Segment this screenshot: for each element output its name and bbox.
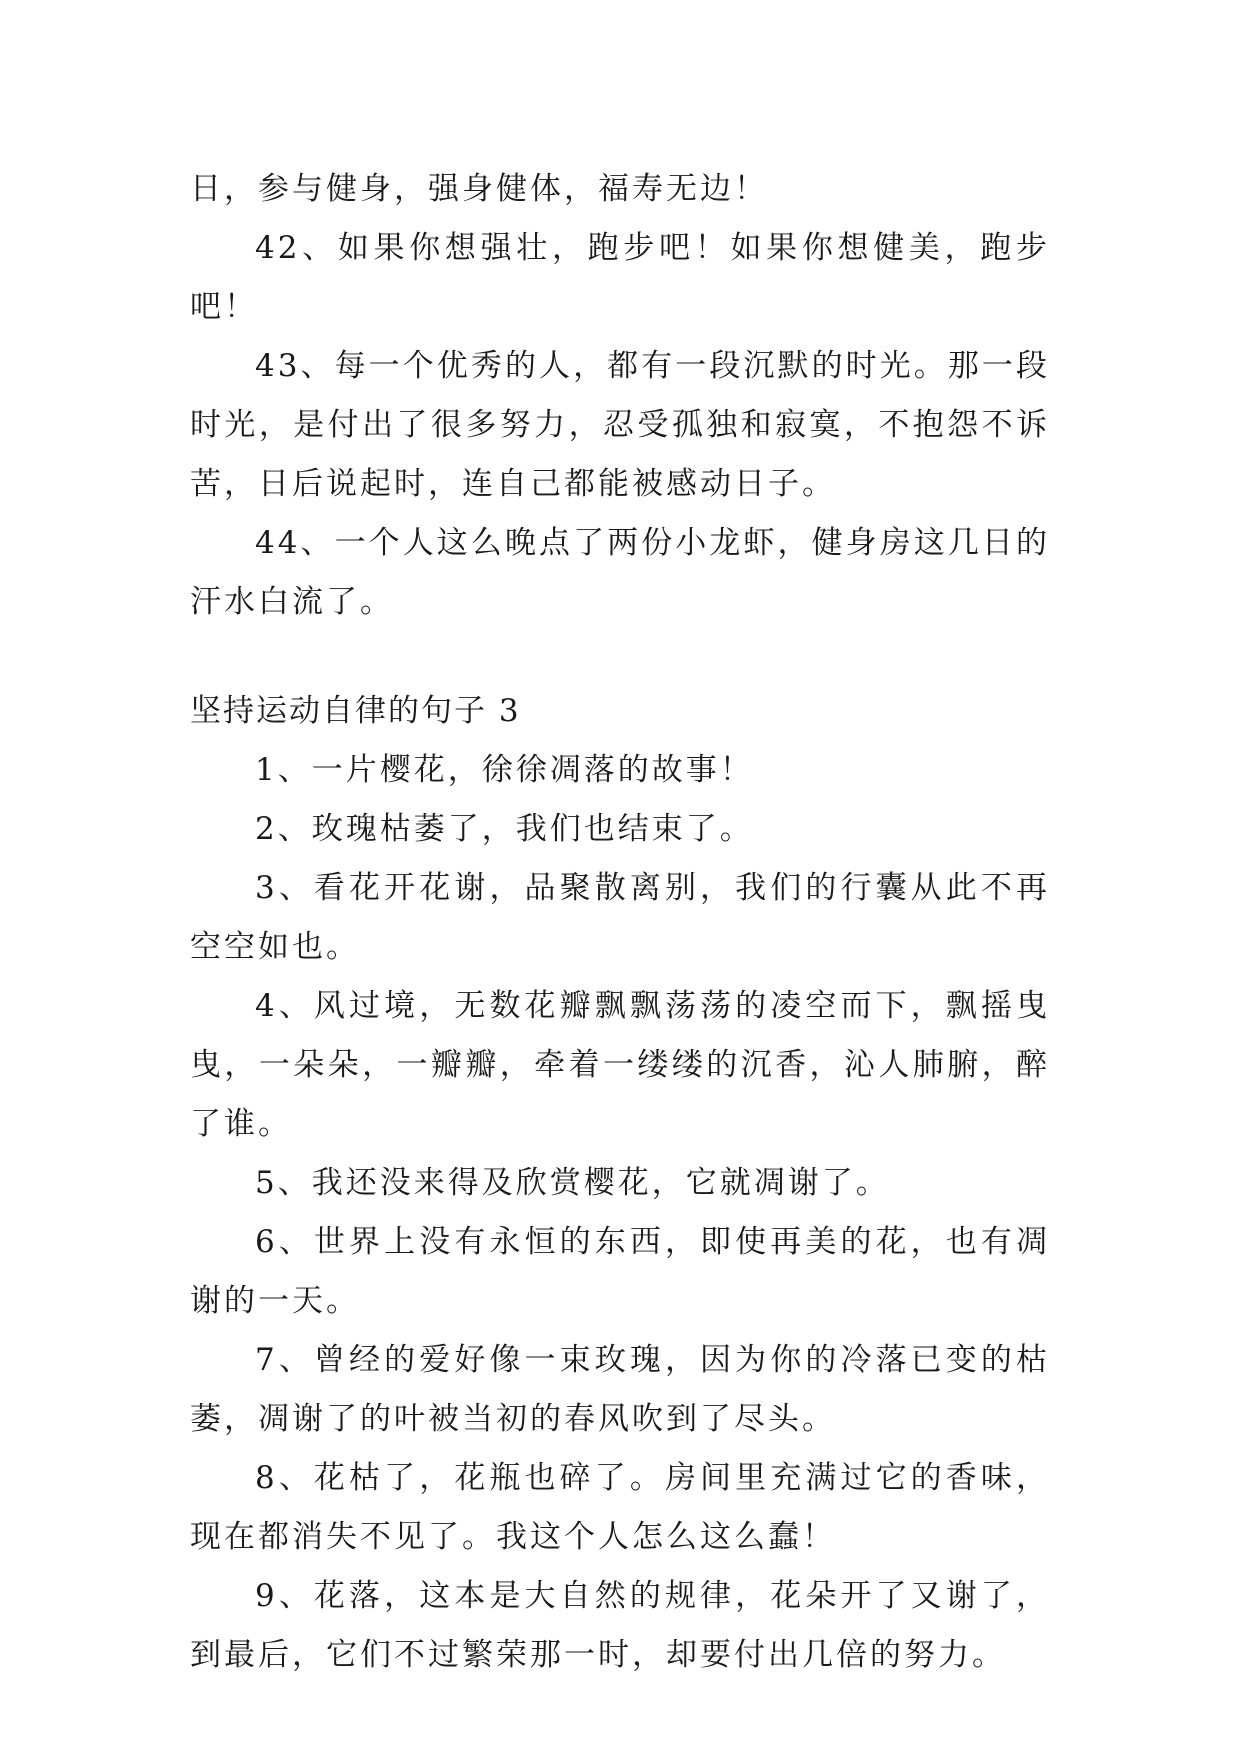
list-item: 7、曾经的爱好像一束玫瑰，因为你的冷落已变的枯萎，凋谢了的叶被当初的春风吹到了尽头。 xyxy=(190,1342,1050,1437)
list-item: 8、花枯了，花瓶也碎了。房间里充满过它的香味，现在都消失不见了。我这个人怎么这么蠢！ xyxy=(190,1460,1050,1555)
list-item: 1、一片樱花，徐徐凋落的故事！ xyxy=(255,752,754,788)
list-item: 6、世界上没有永恒的东西，即使再美的花，也有凋谢的一天。 xyxy=(190,1224,1050,1319)
list-item: 44、一个人这么晚点了两份小龙虾，健身房这几日的汗水白流了。 xyxy=(190,525,1050,620)
continuation-paragraph: 日，参与健身，强身健体，福寿无边！ xyxy=(190,171,768,207)
list-item: 5、我还没来得及欣赏樱花，它就凋谢了。 xyxy=(255,1165,890,1201)
list-item: 43、每一个优秀的人，都有一段沉默的时光。那一段时光，是付出了很多努力，忍受孤独和寂寞，不抱怨不诉苦，日后说起时，连自己都能被感动日子。 xyxy=(190,348,1050,502)
list-item: 3、看花开花谢，品聚散离别，我们的行囊从此不再空空如也。 xyxy=(190,870,1050,965)
section-spacer xyxy=(190,632,1050,682)
document-body xyxy=(190,160,1050,1685)
list-item: 4、风过境，无数花瓣飘飘荡荡的凌空而下，飘摇曳曳，一朵朵，一瓣瓣，牵着一缕缕的沉香，沁人肺腑，醉了谁。 xyxy=(190,988,1050,1142)
list-item: 42、如果你想强壮，跑步吧！如果你想健美，跑步吧！ xyxy=(190,230,1050,325)
list-item: 2、玫瑰枯萎了，我们也结束了。 xyxy=(255,811,754,847)
section-heading: 坚持运动自律的句子 3 xyxy=(190,693,521,729)
list-item: 9、花落，这本是大自然的规律，花朵开了又谢了，到最后，它们不过繁荣那一时，却要付出几倍的努力。 xyxy=(190,1578,1050,1673)
